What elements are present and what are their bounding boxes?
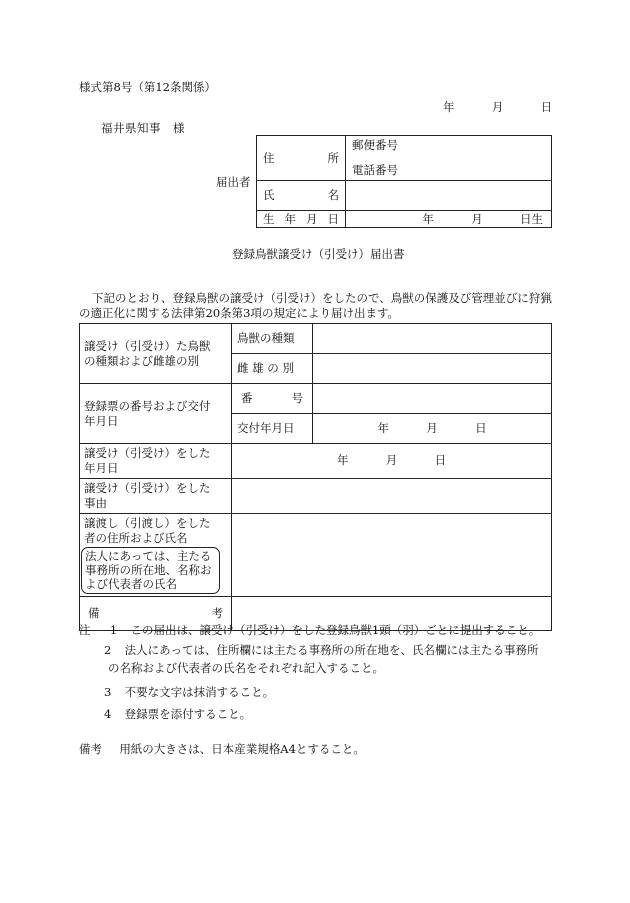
form-title: 登録鳥獣譲受け（引受け）届出書 [232,247,405,261]
species-sex-label: 譲受け（引受け）た鳥獣の種類および雌雄の別 [84,338,211,368]
issue-date-value-cell[interactable] [313,414,552,444]
reason-label: 譲受け（引受け）をした事由 [84,480,211,510]
transfer-date-label: 譲受け（引受け）をした年月日 [84,446,211,475]
date-day-label: 日 [540,100,553,114]
issue-date-label: 交付年月日 [237,421,295,436]
note-2 [104,643,539,658]
number-label-2: 号 [291,391,303,406]
remarks-label-1: 備 [88,605,100,620]
birth-label-4: 日 [327,211,339,226]
name-label-2: 名 [327,188,339,203]
note-2-number: 2 [104,643,112,657]
footnote-text: 用紙の大きさは、日本産業規格A4とすること。 [119,742,365,756]
applicant-table [256,135,552,228]
note-3-text: 不要な文字は抹消すること。 [124,685,275,699]
transfer-day-label: 日 [434,453,447,468]
form-number: 様式第8号（第12条関係） [79,80,216,94]
note-4 [104,707,251,722]
registration-label: 登録票の番号および交付年月日 [84,398,211,428]
reason-value-cell[interactable] [232,478,552,513]
birth-label-2: 年 [284,211,296,226]
note-1-number: 1 [109,623,118,637]
date-line [443,100,552,115]
number-value-cell[interactable] [313,384,552,414]
birth-day-label: 日生 [520,211,543,226]
transferor-label-cell [80,513,232,596]
issue-year-label: 年 [377,421,389,436]
notes-prefix: 注 [79,623,91,637]
number-label-cell [232,384,313,414]
species-label: 鳥獣の種類 [237,331,295,346]
issue-date-label-cell [232,414,313,444]
issue-day-label: 日 [475,421,487,436]
name-value-cell[interactable] [346,181,552,211]
note-1-text: この届出は、譲受け（引受け）をした登録鳥獣1頭（羽）ごとに提出すること。 [130,623,541,637]
registration-label-cell [80,384,232,444]
date-month-label: 月 [491,100,504,114]
birth-value-cell[interactable] [346,211,552,228]
species-value-cell[interactable] [313,324,552,354]
transfer-month-label: 月 [385,453,398,468]
transfer-date-value-cell[interactable] [232,444,552,479]
intro-line-1: 下記のとおり、登録鳥獣の譲受け（引受け）をしたので、鳥獣の保護及び管理並びに狩猟 [92,291,552,305]
note-2-text: 法人にあっては、住所欄には主たる事務所の所在地を、氏名欄には主たる事務所 [124,643,539,657]
footnote-label: 備考 [79,742,102,756]
address-label-1: 住 [263,150,275,165]
note-2-continued: の名称および代表者の氏名をそれぞれ記入すること。 [108,661,384,675]
transferor-label: 譲渡し（引渡し）をした者の住所および氏名 [84,515,211,545]
birth-label-3: 月 [306,211,318,226]
main-table [79,323,552,631]
note-4-text: 登録票を添付すること。 [124,707,252,721]
name-label-cell [257,181,346,211]
note-3 [104,685,274,700]
address-value-cell[interactable] [346,136,552,181]
applicant-group-label: 届出者 [216,175,251,189]
addressee: 福井県知事 様 [101,121,185,135]
birth-label-1: 生 [263,211,275,226]
transfer-date-label-cell [80,444,232,479]
issue-month-label: 月 [426,421,438,436]
birth-year-label: 年 [422,211,434,226]
address-label-cell [257,136,346,181]
sex-value-cell[interactable] [313,354,552,384]
phone-number-label: 電話番号 [352,163,398,177]
corporate-note: 法人にあっては、主たる事務所の所在地、名称および代表者の氏名 [81,547,220,594]
sex-label-cell [232,354,313,384]
sex-label: 雌 雄 の 別 [237,361,294,376]
reason-label-cell [80,478,232,513]
birth-month-label: 月 [471,211,483,226]
footnote [79,742,365,757]
note-1 [79,623,540,638]
date-year-label: 年 [443,100,455,114]
birth-label-cell [257,211,346,228]
species-label-cell [232,324,313,354]
name-label-1: 氏 [263,188,275,203]
postal-code-label: 郵便番号 [352,138,398,153]
note-3-number: 3 [104,685,112,699]
remarks-label-2: 考 [211,605,223,620]
transfer-year-label: 年 [336,453,349,468]
species-sex-label-cell [80,324,232,384]
intro-line-2: の適正化に関する法律第20条第3項の規定により届け出ます。 [79,306,400,320]
address-label-2: 所 [327,150,339,165]
number-label-1: 番 [241,391,253,406]
transferor-value-cell[interactable] [232,513,552,596]
note-4-number: 4 [104,707,112,721]
